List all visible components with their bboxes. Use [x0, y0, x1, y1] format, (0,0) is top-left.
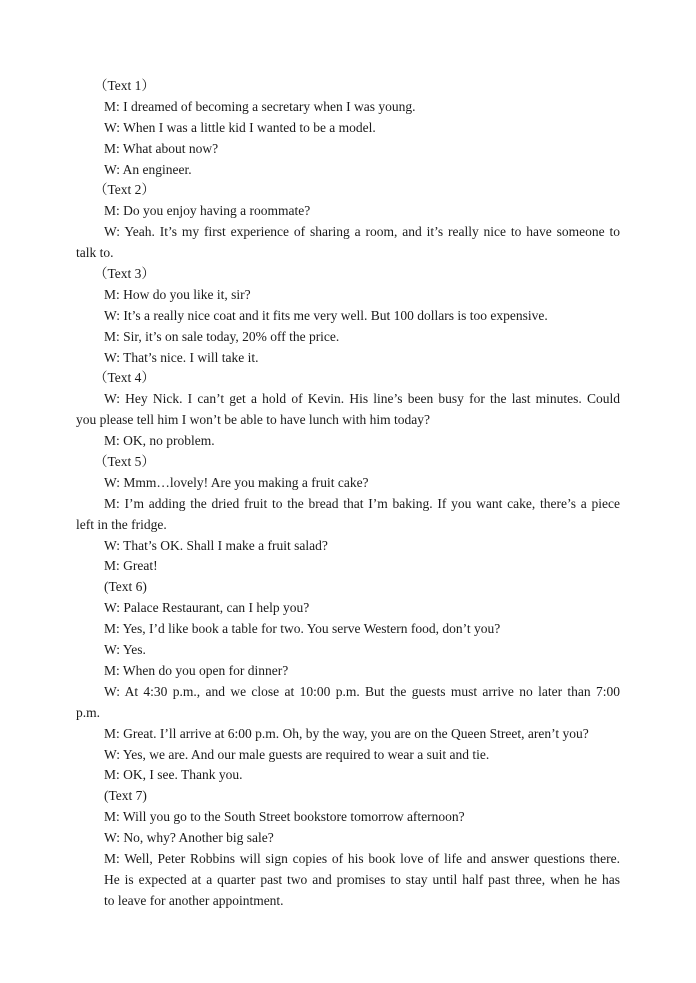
dialogue-line: W: No, why? Another big sale?: [104, 830, 274, 846]
dialogue-line: M: Great. I’ll arrive at 6:00 p.m. Oh, by the way, you are on the Queen Street, aren’t you?: [104, 725, 589, 741]
dialogue-line: M: OK, I see. Thank you.: [104, 767, 243, 783]
dialogue-line-continued: to leave for another appointment.: [104, 892, 284, 908]
dialogue-line: M: How do you like it, sir?: [104, 286, 251, 302]
dialogue-line-continued: talk to.: [76, 245, 114, 261]
dialogue-line: W: Yes, we are. And our male guests are required to wear a suit and tie.: [104, 746, 490, 762]
dialogue-line-continued: p.m.: [76, 704, 101, 720]
dialogue-line: M: What about now?: [104, 140, 219, 156]
dialogue-line: W: Hey Nick. I can’t get a hold of Kevin. His line’s been busy for the last minutes. Could: [104, 391, 620, 407]
transcript: [76, 76, 620, 912]
dialogue-line: W: At 4:30 p.m., and we close at 10:00 p.m. But the guests must arrive no later than 7:00: [104, 683, 620, 699]
dialogue-line-continued: you please tell him I won’t be able to have lunch with him today?: [76, 412, 431, 428]
dialogue-line: M: I’m adding the dried fruit to the bread that I’m baking. If you want cake, there’s a piece: [104, 495, 620, 511]
text-heading: （Text 1）: [94, 78, 155, 93]
dialogue-line: W: Palace Restaurant, can I help you?: [104, 600, 310, 616]
dialogue-line: M: I dreamed of becoming a secretary when I was young.: [104, 98, 416, 114]
dialogue-line: M: Do you enjoy having a roommate?: [104, 203, 311, 219]
dialogue-line: W: An engineer.: [104, 161, 192, 177]
text-heading: （Text 2）: [94, 182, 155, 198]
dialogue-line: M: OK, no problem.: [104, 433, 215, 449]
text-heading: （Text 5）: [94, 454, 155, 470]
dialogue-line: M: Great!: [104, 558, 158, 574]
dialogue-line: M: When do you open for dinner?: [104, 662, 289, 678]
dialogue-line: M: Sir, it’s on sale today, 20% off the price.: [104, 328, 340, 344]
dialogue-line: W: That’s OK. Shall I make a fruit salad?: [104, 537, 328, 553]
text-heading: (Text 7): [104, 788, 147, 804]
dialogue-line-continued: left in the fridge.: [76, 516, 167, 532]
dialogue-line-continued: He is expected at a quarter past two and promises to stay until half past three, when he has: [104, 871, 620, 887]
dialogue-line: W: It’s a really nice coat and it fits me very well. But 100 dollars is too expensive.: [104, 307, 548, 323]
text-heading: （Text 3）: [94, 266, 155, 282]
dialogue-line: W: Mmm…lovely! Are you making a fruit cake?: [104, 474, 369, 490]
dialogue-line: M: Will you go to the South Street bookstore tomorrow afternoon?: [104, 809, 465, 825]
dialogue-line: M: Yes, I’d like book a table for two. You serve Western food, don’t you?: [104, 621, 501, 637]
dialogue-line: W: That’s nice. I will take it.: [104, 349, 259, 365]
text-heading: （Text 4）: [94, 370, 155, 386]
dialogue-line: M: Well, Peter Robbins will sign copies of his book love of life and answer questions there.: [104, 850, 620, 866]
dialogue-line: W: Yeah. It’s my first experience of sharing a room, and it’s really nice to have someone to: [104, 224, 620, 240]
dialogue-line: W: Yes.: [104, 642, 146, 658]
text-heading: (Text 6): [104, 579, 147, 595]
dialogue-line: W: When I was a little kid I wanted to be a model.: [104, 119, 376, 135]
